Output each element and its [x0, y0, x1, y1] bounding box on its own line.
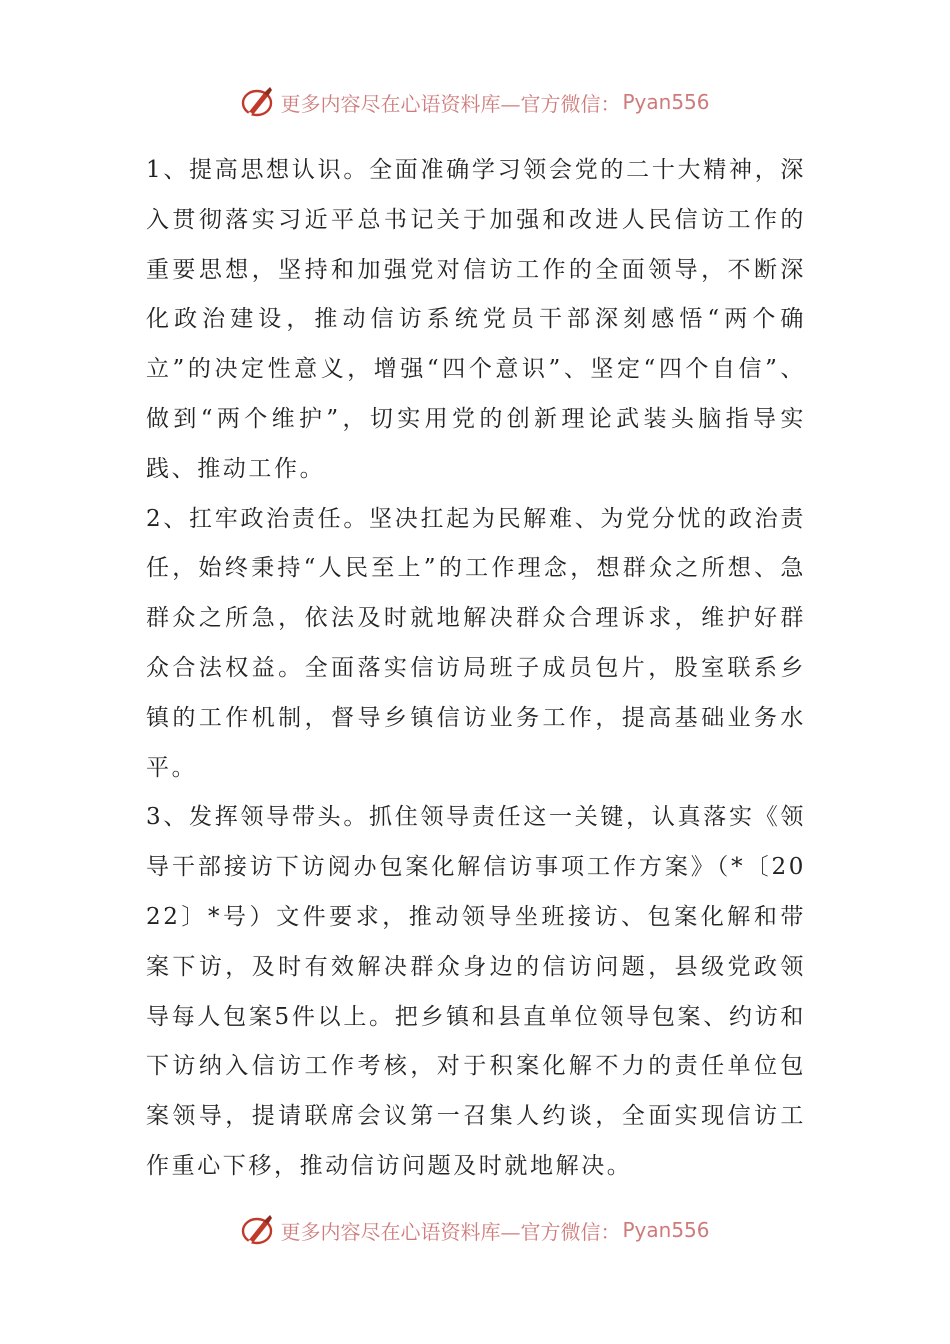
footer-banner — [0, 1210, 950, 1250]
banner-wechat-id: Pyan556 — [622, 1218, 710, 1242]
paragraph-3: 3、发挥领导带头。抓住领导责任这一关键，认真落实《领导干部接访下访阅办包案化解信访事项工作方案》（*〔2022〕*号）文件要求，推动领导坐班接访、包案化解和带案下访，及时有效解决群众身边的信访问题，县级党政领导每人包案5件以上。把乡镇和县直单位领导包案、约访和下访纳入信访工作考核，对于积案化解不力的责任单位包案领导，提请联席会议第一召集人约谈，全面实现信访工作重心下移，推动信访问题及时就地解决。 — [146, 804, 806, 1179]
banner-text: 更多内容尽在心语资料库—官方微信： — [280, 91, 621, 116]
paragraph-1: 1、提高思想认识。全面准确学习领会党的二十大精神，深入贯彻落实习近平总书记关于加强和改进人民信访工作的重要思想，坚持和加强党对信访工作的全面领导，不断深化政治建设，推动信访系统党员干部深刻感悟“两个确立”的决定性意义，增强“四个意识”、坚定“四个自信”、做到“两个维护”，切实用党的创新理论武装头脑指导实践、推动工作。 — [146, 157, 806, 482]
paragraph-2: 2、扛牢政治责任。坚决扛起为民解难、为党分忧的政治责任，始终秉持“人民至上”的工作理念，想群众之所想、急群众之所急，依法及时就地解决群众合理诉求，维护好群众合法权益。全面落实信访局班子成员包片，股室联系乡镇的工作机制，督导乡镇信访业务工作，提高基础业务水平。 — [146, 505, 806, 781]
banner-text: 更多内容尽在心语资料库—官方微信： — [280, 1219, 621, 1244]
document-body — [146, 146, 806, 1192]
pen-logo-icon — [240, 85, 276, 119]
pen-logo-icon — [240, 1213, 276, 1247]
banner-wechat-id: Pyan556 — [622, 90, 710, 114]
header-banner — [0, 82, 950, 122]
